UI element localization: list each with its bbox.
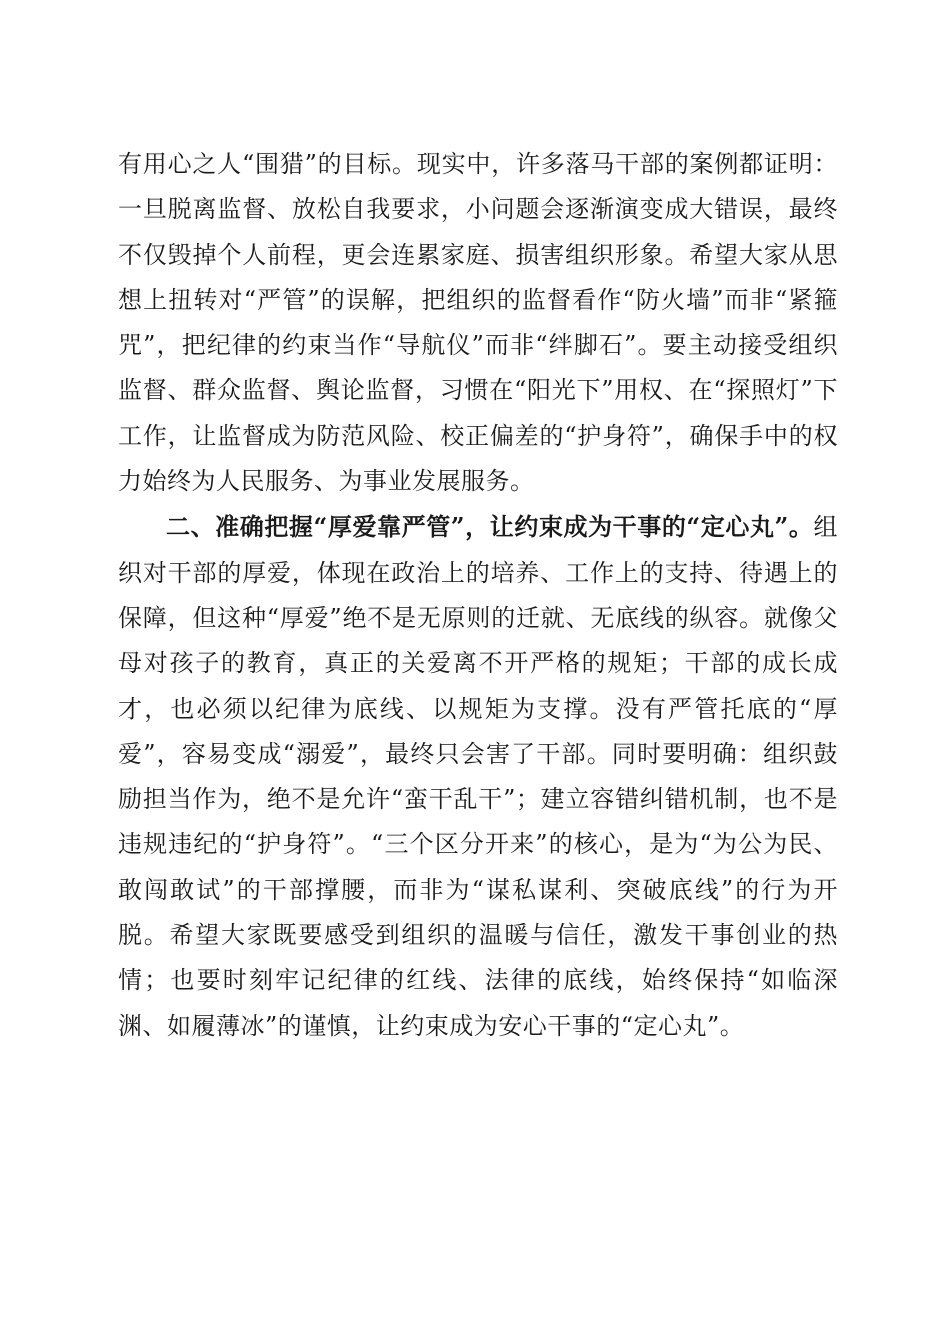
section-2-heading: 二、准确把握“厚爱靠严管”，让约束成为干事的“定心丸”。 bbox=[166, 512, 814, 542]
document-page bbox=[118, 142, 838, 1049]
section-2-body: 组织对干部的厚爱，体现在政治上的培养、工作上的支持、待遇上的保障，但这种“厚爱”绝不是无原则的迁就、无底线的纵容。就像父母对孩子的教育，真正的关爱离不开严格的规矩；干部的成长成才，也必须以纪律为底线、以规矩为支撑。没有严管托底的“厚爱”，容易变成“溺爱”，最终只会害了干部。同时要明确：组织鼓励担当作为，绝不是允许“蛮干乱干”；建立容错纠错机制，也不是违规违纪的“护身符”。“三个区分开来”的核心，是为“为公为民、敢闯敢试”的干部撑腰，而非为“谋私谋利、突破底线”的行为开脱。希望大家既要感受到组织的温暖与信任，激发干事创业的热情；也要时刻牢记纪律的红线、法律的底线，始终保持“如临深渊、如履薄冰”的谨慎，让约束成为安心干事的“定心丸”。 bbox=[118, 513, 838, 1040]
paragraph-1: 有用心之人“围猎”的目标。现实中，许多落马干部的案例都证明：一旦脱离监督、放松自我要求，小问题会逐渐演变成大错误，最终不仅毁掉个人前程，更会连累家庭、损害组织形象。希望大家从思想上扭转对“严管”的误解，把组织的监督看作“防火墙”而非“紧箍咒”，把纪律的约束当作“导航仪”而非“绊脚石”。要主动接受组织监督、群众监督、舆论监督，习惯在“阳光下”用权、在“探照灯”下工作，让监督成为防范风险、校正偏差的“护身符”，确保手中的权力始终为人民服务、为事业发展服务。 bbox=[118, 150, 838, 496]
paragraph-2 bbox=[118, 504, 838, 1049]
